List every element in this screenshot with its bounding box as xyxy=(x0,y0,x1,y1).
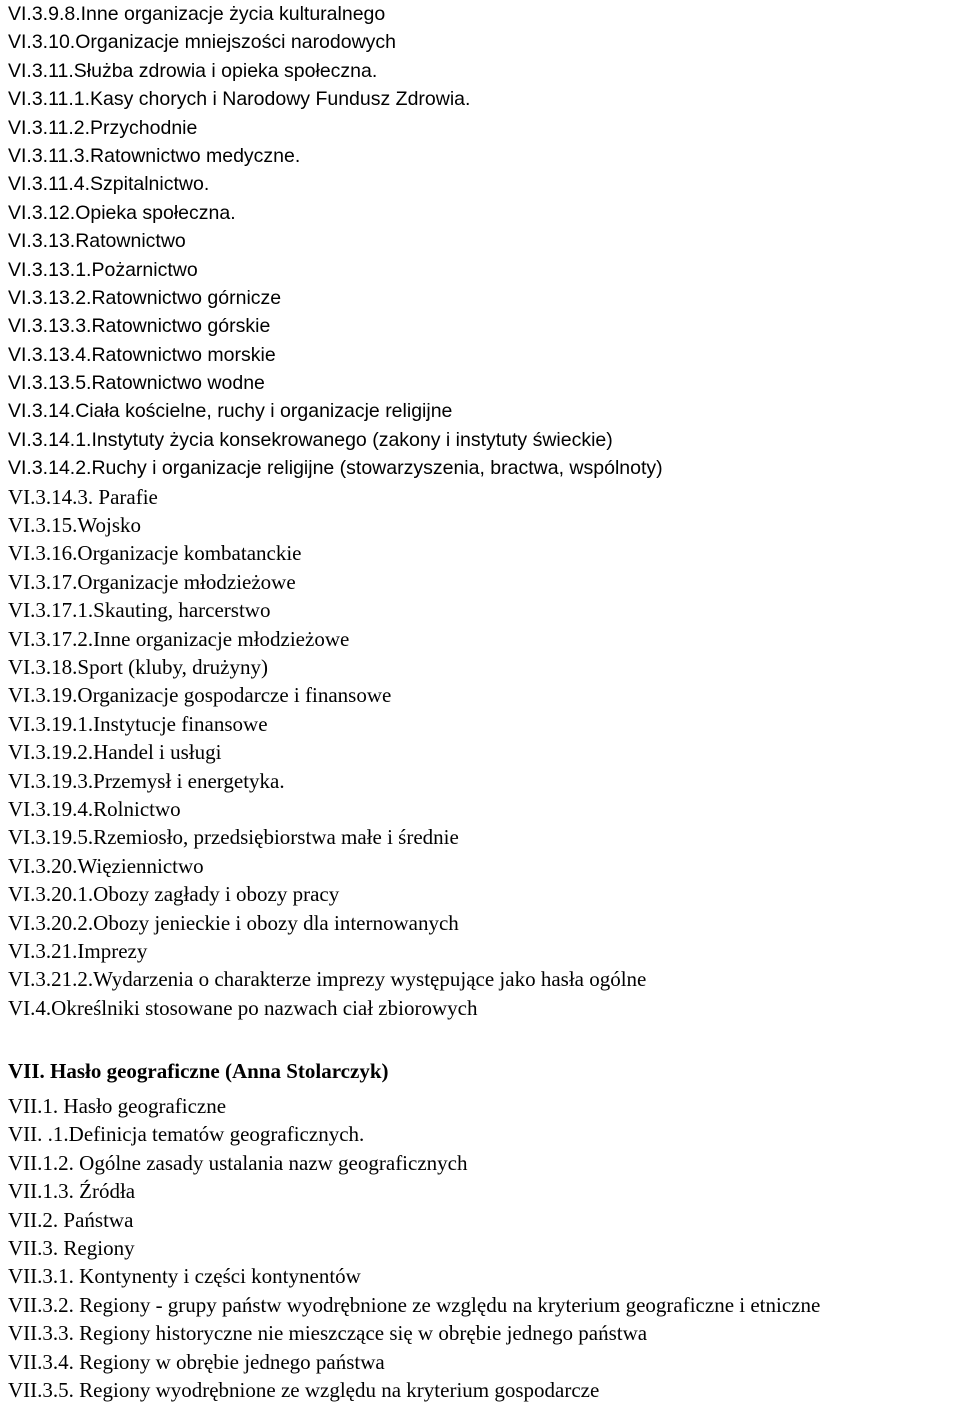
section-vii-outline xyxy=(8,1092,958,1404)
outline-line: VII.3. Regiony xyxy=(8,1236,135,1261)
outline-line: VI.3.12.Opieka społeczna. xyxy=(8,201,236,224)
outline-line: VI.3.20.1.Obozy zagłady i obozy pracy xyxy=(8,882,340,907)
outline-line: VI.3.17.Organizacje młodzieżowe xyxy=(8,569,296,594)
outline-line: VI.3.13.2.Ratownictwo górnicze xyxy=(8,286,282,309)
outline-line: VII.3.3. Regiony historyczne nie mieszczące się w obrębie jednego państwa xyxy=(8,1321,648,1346)
outline-line: VII.1. Hasło geograficzne xyxy=(8,1094,227,1119)
outline-line: VI.4.Określniki stosowane po nazwach ciał zbiorowych xyxy=(8,995,478,1020)
section-vi-outline xyxy=(8,0,958,1022)
section-vii-heading: VII. Hasło geograficzne (Anna Stolarczyk) xyxy=(8,1059,389,1084)
outline-line: VII.1.3. Źródła xyxy=(8,1179,136,1204)
outline-line: VI.3.13.3.Ratownictwo górskie xyxy=(8,315,271,338)
outline-line: VI.3.11.3.Ratownictwo medyczne. xyxy=(8,144,301,167)
outline-line: VI.3.11.4.Szpitalnictwo. xyxy=(8,173,210,196)
outline-line: VI.3.19.1.Instytucje finansowe xyxy=(8,711,268,736)
outline-line: VI.3.19.4.Rolnictwo xyxy=(8,796,181,821)
outline-line: VI.3.13.1.Pożarnictwo xyxy=(8,258,198,281)
outline-line: VI.3.14.2.Ruchy i organizacje religijne (stowarzyszenia, bractwa, wspólnoty) xyxy=(8,457,663,480)
outline-line: VI.3.18.Sport (kluby, drużyny) xyxy=(8,654,268,679)
outline-line: VI.3.13.Ratownictwo xyxy=(8,230,186,253)
outline-line: VI.3.13.4.Ratownictwo morskie xyxy=(8,343,276,366)
outline-line: VII.2. Państwa xyxy=(8,1207,134,1232)
outline-line: VI.3.19.Organizacje gospodarcze i finansowe xyxy=(8,683,392,708)
outline-line: VI.3.11.Służba zdrowia i opieka społeczna. xyxy=(8,59,378,82)
outline-line: VI.3.17.2.Inne organizacje młodzieżowe xyxy=(8,626,350,651)
outline-line: VI.3.19.5.Rzemiosło, przedsiębiorstwa małe i średnie xyxy=(8,825,459,850)
outline-line: VI.3.14.1.Instytuty życia konsekrowanego (zakony i instytuty świeckie) xyxy=(8,428,613,451)
outline-line: VI.3.21.2.Wydarzenia o charakterze imprezy występujące jako hasła ogólne xyxy=(8,967,647,992)
outline-line: VI.3.13.5.Ratownictwo wodne xyxy=(8,372,265,395)
document-page xyxy=(8,0,958,1404)
outline-line: VI.3.14.Ciała kościelne, ruchy i organizacje religijne xyxy=(8,400,453,423)
outline-line: VI.3.19.2.Handel i usługi xyxy=(8,740,222,765)
outline-line: VI.3.11.1.Kasy chorych i Narodowy Fundusz Zdrowia. xyxy=(8,88,471,111)
outline-line: VI.3.20.2.Obozy jenieckie i obozy dla internowanych xyxy=(8,910,459,935)
outline-line: VI.3.17.1.Skauting, harcerstwo xyxy=(8,598,271,623)
section-vii xyxy=(8,1056,958,1404)
outline-line: VII.3.4. Regiony w obrębie jednego państwa xyxy=(8,1349,385,1374)
outline-line: VI.3.16.Organizacje kombatanckie xyxy=(8,541,302,566)
outline-line: VI.3.21.Imprezy xyxy=(8,938,148,963)
outline-line: VII.3.2. Regiony - grupy państw wyodrębnione ze względu na kryterium geograficzne i etniczne xyxy=(8,1292,821,1317)
outline-line: VII.3.5. Regiony wyodrębnione ze względu na kryterium gospodarcze xyxy=(8,1377,600,1402)
outline-line: VI.3.14.3. Parafie xyxy=(8,484,158,509)
outline-line: VI.3.19.3.Przemysł i energetyka. xyxy=(8,768,285,793)
outline-line: VII. .1.Definicja tematów geograficznych. xyxy=(8,1122,365,1147)
outline-line: VI.3.9.8.Inne organizacje życia kulturalnego xyxy=(8,3,386,25)
outline-line: VI.3.11.2.Przychodnie xyxy=(8,116,198,139)
outline-line: VII.3.1. Kontynenty i części kontynentów xyxy=(8,1264,361,1289)
outline-line: VI.3.10.Organizacje mniejszości narodowych xyxy=(8,31,397,54)
outline-line: VI.3.15.Wojsko xyxy=(8,513,142,538)
outline-line: VI.3.20.Więziennictwo xyxy=(8,853,204,878)
outline-line: VII.1.2. Ogólne zasady ustalania nazw geograficznych xyxy=(8,1150,468,1175)
